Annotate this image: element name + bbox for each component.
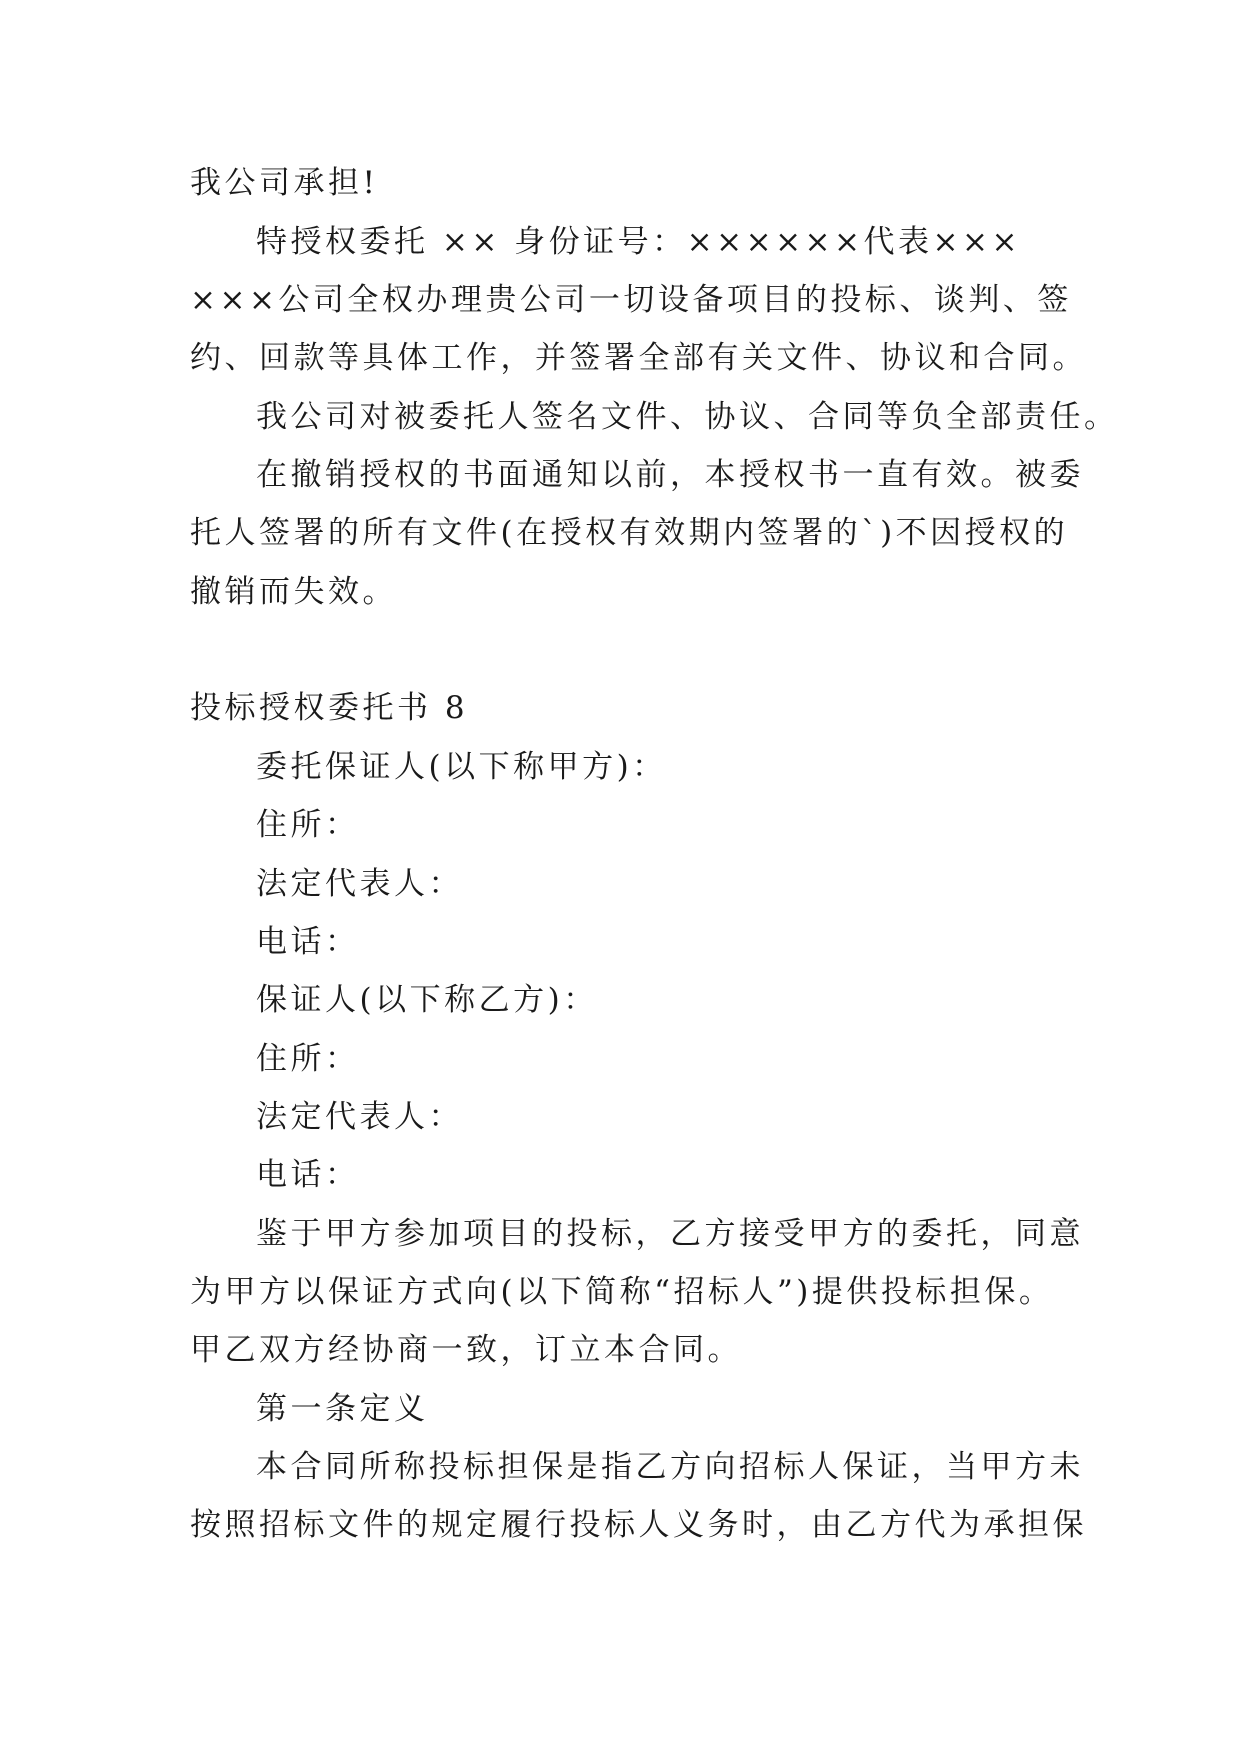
paragraph-line: 为甲方以保证方式向(以下简称“招标人”)提供投标担保。 [190, 1274, 1054, 1310]
paragraph-line: 委托保证人(以下称甲方)： [256, 749, 667, 785]
paragraph-line: 我公司承担! [190, 165, 379, 201]
paragraph-line: 按照招标文件的规定履行投标人义务时，由乙方代为承担保 [190, 1507, 1087, 1543]
paragraph-line: 撤销而失效。 [190, 574, 397, 610]
paragraph-line: ×××公司全权办理贵公司一切设备项目的投标、谈判、签 [190, 282, 1072, 318]
paragraph-line: 特授权委托 ×× 身份证号：××××××代表××× [256, 224, 1021, 260]
paragraph-line: 电话： [256, 1157, 360, 1193]
paragraph-line: 住所： [256, 807, 360, 843]
paragraph-line: 法定代表人： [256, 866, 463, 902]
paragraph-line: 电话： [256, 924, 360, 960]
section-heading: 投标授权委托书 8 [190, 690, 469, 726]
paragraph-line: 甲乙双方经协商一致，订立本合同。 [190, 1332, 742, 1368]
paragraph-line: 法定代表人： [256, 1099, 463, 1135]
paragraph-line: 住所： [256, 1041, 360, 1077]
paragraph-line: 鉴于甲方参加项目的投标，乙方接受甲方的委托，同意 [256, 1216, 1084, 1252]
paragraph-line: 托人签署的所有文件(在授权有效期内签署的`)不因授权的 [190, 515, 1069, 551]
paragraph-line: 我公司对被委托人签名文件、协议、合同等负全部责任。 [256, 399, 1119, 435]
article-heading: 第一条定义 [256, 1391, 429, 1427]
paragraph-line: 保证人(以下称乙方)： [256, 982, 598, 1018]
paragraph-line: 约、回款等具体工作，并签署全部有关文件、协议和合同。 [190, 340, 1087, 376]
paragraph-line: 本合同所称投标担保是指乙方向招标人保证，当甲方未 [256, 1449, 1084, 1485]
paragraph-line: 在撤销授权的书面通知以前，本授权书一直有效。被委 [256, 457, 1084, 493]
